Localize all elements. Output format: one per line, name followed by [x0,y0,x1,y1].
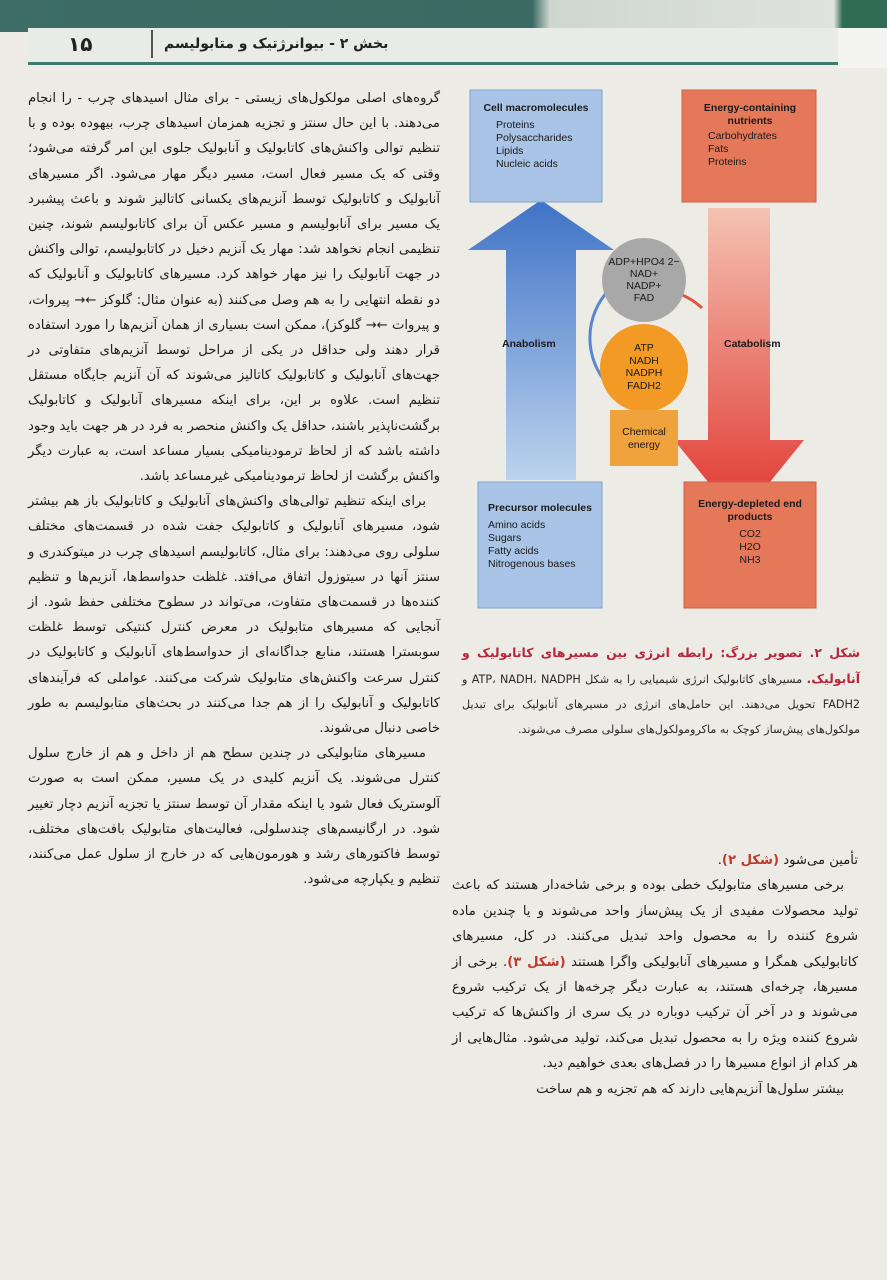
page-edge [838,28,887,68]
paragraph: بیشتر سلول‌ها آنزیم‌هایی دارند که هم تجزیه و هم ساخت [536,1081,844,1097]
chapter-title: بخش ۲ - بیوانرژتیک و متابولیسم [164,36,389,52]
adp-circle-label: ADP+HPO4 2− NAD+ NADP+ FAD [608,256,680,304]
catabolism-arrow [674,208,804,520]
caption-text: مسیرهای کاتابولیک انرژی شیمیایی را به شکل ATP، NADH، NADPH و FADH2 تحویل می‌دهند. این حامل‌های انرژی در مسیرهای آنابولیک برای تبدیل مولکول‌های پیش‌ساز کوچک به ماکرومولکول‌های سلولی مصرف می‌شوند. [462,673,860,736]
energy-nutrients-label: Energy-containing nutrients Carbohydrates Fats Proteins [703,102,797,168]
left-text-column [28,86,440,893]
chemical-energy-label: Chemical energy [622,426,666,451]
paragraph-continuation: تأمین می‌شود (شکل ۲). [717,853,858,868]
page-number: ۱۵ [68,32,93,56]
paragraph: برخی مسیرهای متابولیک خطی بوده و برخی شاخه‌دار هستند که باعث تولید محصولات مفیدی از یک پیش‌ساز واحد می‌شوند و یا چندین ماده شروع کننده را به محصول واحد تبدیل می‌کنند. در کل، مسیرهای کاتابولیکی همگرا و مسیرهای آنابولیکی واگرا هستند (شکل ۳). برخی از مسیرها، چرخه‌ای هستند، به عبارت دیگر چرخه‌ها از یک ترکیب شروع می‌شوند و در آخر آن ترکیب دوباره در یک سری از واکنش‌ها که ترکیب شروع کننده ویژه را به محصول تبدیل می‌کند، تولید می‌شود. مثال‌هایی از هر کدام از انواع مسیرها را در فصل‌های بعدی خواهیم دید. [452,878,858,1072]
cell-macromolecules-label: Cell macromolecules Proteins Polysaccharides Lipids Nucleic acids [483,102,589,170]
header-divider [151,30,153,58]
figure-caption [462,640,860,742]
catabolism-label: Catabolism [724,338,781,350]
right-text-column [452,848,858,1102]
paragraph: مسیرهای متابولیکی در چندین سطح هم از داخل و هم از خارج سلول کنترل می‌شوند. یک آنزیم کلیدی در یک مسیر، ممکن است به صورت آلوستریک فعال شود یا اینکه مقدار آن توسط سنتز یا تجزیه آنزیم دچار تغییر شود. در ارگانیسم‌های چندسلولی، فعالیت‌های متابولیک بافت‌های مختلف، توسط فاکتورهای رشد و هورمون‌هایی که در خارج از سلول عمل می‌کنند، تنظیم و یکپارچه می‌شود. [28,746,440,888]
precursor-label: Precursor molecules Amino acids Sugars Fatty acids Nitrogenous bases [488,502,592,570]
anabolism-catabolism-figure [464,80,840,620]
end-products-label: Energy-depleted end products CO2 H2O NH3 [698,498,802,566]
caption-title: شکل ۲. تصویر بزرگ: رابطه انرژی بین مسیرهای کاتابولیک و آنابولیک. [462,645,860,686]
paragraph: برای اینکه تنظیم توالی‌های واکنش‌های آنابولیک و کاتابولیک باز هم بیشتر شود، مسیرهای آنابولیک و کاتابولیک جفت شده در قسمت‌های مختلف سلولی روی می‌دهند: برای مثال، کاتابولیسم اسیدهای چرب در میتوکندری و سنتز آنها در سیتوزول اتفاق می‌افتد. غلظت حدواسط‌ها، آنزیم‌ها و تنظیم کننده‌ها در قسمت‌های متفاوت، می‌تواند در سطوح مختلفی حفظ شود. از آنجایی که مسیرهای متابولیک در معرض کنترل کنتیکی توسط غلظت سوبسترا هستند، منابع جداگانه‌ای از حدواسط‌های آنابولیک و کاتابولیک در کنترل سرعت واکنش‌های متابولیک شرکت می‌کنند. عواملی که فرآیندهای کاتابولیک و آنابولیک را از هم جدا می‌کنند در بحث‌های متابولیسم به طور خاصی دنبال می‌شوند. [28,494,440,737]
paragraph: گروه‌های اصلی مولکول‌های زیستی - برای مثال اسیدهای چرب - را انجام می‌دهند. با این حال سنتز و تجزیه همزمان اسیدهای چرب، بیهوده بوده و با تنظیم توالی واکنش‌های کاتابولیک و آنابولیک جلوی این امر گرفته می‌شود؛ وقتی که یک مسیر فعال است، مسیر دیگر مهار می‌شود. اگر مسیرهای آنابولیک و کاتابولیک توسط آنزیم‌های یکسانی کاتالیز شوند و باعث پیشبرد یک مسیر برای آنابولیسم و مسیر عکس آن برای کاتابولیسم شوند، چنین تنظیمی انجام نخواهد شد: مهار یک آنزیم دخیل در کاتابولیسم، توالی واکنش در جهت آنابولیک را نیز مهار خواهد کرد. مسیرهای کاتابولیک و آنابولیک که دو نقطه انتهایی را به هم وصل می‌کنند (به عنوان مثال: گلوکز ←→ پیروات، و پیروات ←→ گلوکز)، ممکن است بسیاری از همان آنزیم‌ها را مورد استفاده قرار دهند ولی حداقل در یکی از مراحل توسط آنزیم‌های متفاوتی در جهت‌های آنابولیک و کاتابولیک کاتالیز می‌شوند که آن آنزیم جایگاه مستقل تنظیم است. علاوه بر این، برای اینکه مسیرهای آنابولیک و کاتابولیک برگشت‌ناپذیر باشند، حداقل یک واکنش منحصر به فرد در هر جهت باید وجود داشته باشد که از لحاظ ترمودینامیکی بسیار مساعد است، به عبارت دیگر واکنش برگشت از لحاظ ترمودینامیکی غیرمساعد باشد. [28,91,440,485]
figure-reference: (شکل ۳) [507,954,566,970]
figure-reference: (شکل ۲) [721,853,780,868]
page-header [28,28,838,65]
anabolism-label: Anabolism [502,338,556,350]
atp-circle-label: ATP NADH NADPH FADH2 [625,342,663,392]
